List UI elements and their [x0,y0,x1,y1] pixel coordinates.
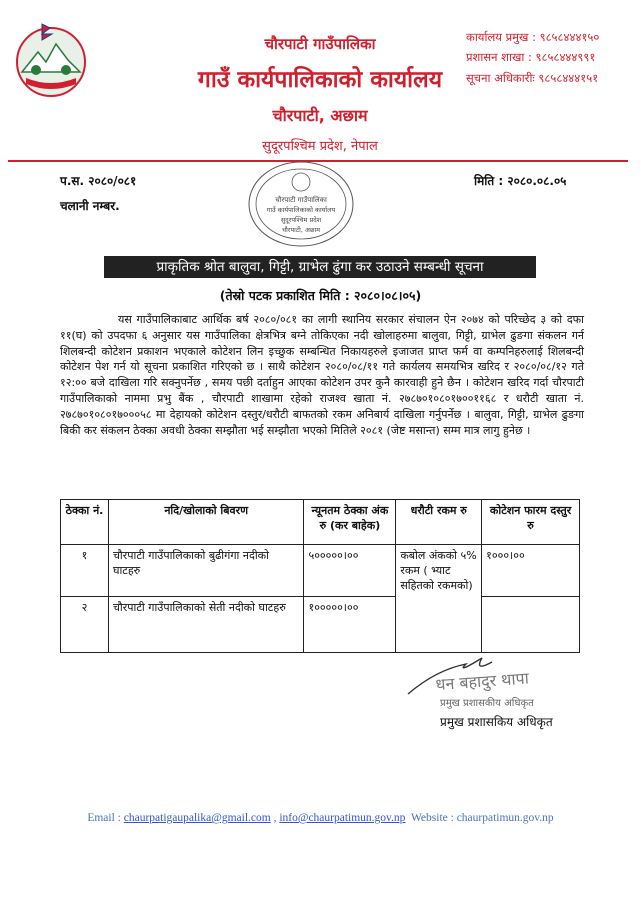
notice-body-text: यस गाउँपालिकाबाट आर्थिक बर्ष २०८०/०८१ का लागी स्थानिय सरकार संचालन ऐन २०७४ को परिच्छेद ३ को दफा ११(घ) को उपदफा ६ अनुसार यस गाउँपालिका क्षेत्रभित्र बग्ने तोकिएका नदी खोलाहरुमा बालुवा, गिट्टी, ग्राभेल ढुङगा संकलन गर्न शिलबन्दी कोटेशन प्रकाशन भएकाले कोटेशन लिन इच्छुक सम्बन्धित निकायहरुले इजाजत प्राप्त फर्म वा कम्पनिहरुलाई शिलबन्दी कोटेशन पेश गर्न यो सूचना प्रकाशित गरिएको छ । साथै कोटेशन २०८०/०८/११ गते कार्यलय समयभित्र खरिद र २०८०/०८/१२ गते १२:०० बजे दाखिला गरि सक्नुपर्नेछ , समय पछी दर्ताहुन आएका कोटेशन उपर कुनै कारवाही हुने छैन । कोटेशन खरिद गर्दा चौरपाटी गाउँपालिकाको नाममा प्रभु बैंक , चौरपाटी शाखामा रहेको राजश्व खाता नं. २७८७०१०८०१७००११६८ र धरौटी खाता नं. २७८७०१०८०१७०००५८ मा देहायको कोटेशन दस्तुर/धरौटी बाफतको रकम अनिबार्य दाखिला गर्नुपर्नेछ । बालुवा, गिट्टी, ग्राभेल ढुङगा बिकी कर संकलन ठेक्का अवधी ठेक्का सम्झौता भई सम्झौता भएको मितिले २०८१ (जेष्ट मसान्त) सम्म मात्र लागु हुनेछ । [60,313,584,437]
notice-subtitle: (तेस्रो पटक प्रकाशित मिति : २०८०।०८।०५) [219,288,422,303]
col-header-min-amount: न्यूनतम ठेक्का अंक रु (कर बाहेक) [304,500,396,545]
office-main-title: गाउँ कार्यपालिकाको कार्यालय [197,67,443,93]
cell-no: २ [61,597,109,653]
cell-deposit-note: कबोल अंकको ५% रकम ( भ्याट सहितको रकमको) [396,545,482,653]
chalani-number: चलानी नम्बर. [60,199,120,213]
footer-sep: , [270,812,280,824]
office-province: सुदूरपश्चिम प्रदेश, नेपाल [262,139,378,154]
footer-website-label: Website : [405,812,457,824]
cell-river: चौरपाटी गाउँपालिकाको बुढीगंगा नदीको घाटहरु [108,545,304,597]
footer-email-1[interactable]: chaurpatigaupalika@gmail.com [123,812,271,824]
col-header-river: नदि/खोलाको बिवरण [108,500,304,545]
quotation-table [60,499,580,653]
ps-number: प.स. २०८०/०८१ [60,174,137,188]
notice-title: प्राकृतिक श्रोत बालुवा, गिट्टी, ग्राभेल ढुंगा कर उठाउने सम्बन्धी सूचना [104,256,536,278]
cell-river: चौरपाटी गाउँपालिकाको सेती नदीको घाटहरु [108,597,304,653]
contact-office-chief: कार्यालय प्रमुख : ९८५८४४४१५० [466,30,600,44]
office-place: चौरपाटी, अछाम [272,106,368,125]
svg-text:सुदूरपश्चिम प्रदेश: सुदूरपश्चिम प्रदेश [280,216,322,224]
col-header-deposit: धरौटी रकम रु [396,500,482,545]
table-row [61,545,580,597]
table-row [61,597,580,653]
cell-min-amount: १०००००।०० [304,597,396,653]
contact-admin-branch: प्रशासन शाखा : ९८५८४४४९९१ [466,50,596,64]
nepal-emblem-icon [12,18,90,100]
svg-text:गाउँ कार्यपालिकाको कार्यालय: गाउँ कार्यपालिकाको कार्यालय [266,206,336,214]
footer-email-2[interactable]: info@chaurpatimun.gov.np [279,812,406,824]
signatory-title: प्रमुख प्रशासकिय अधिकृत [440,715,553,729]
office-seal-icon [244,158,358,250]
cell-min-amount: ५०००००।०० [304,545,396,597]
contact-info-officer: सूचना अधिकारीः ९८५८४४४१५१ [466,71,599,85]
table-header-row [61,500,580,545]
cell-no: १ [61,545,109,597]
svg-text:धन बहादुर थापा: धन बहादुर थापा [434,668,530,694]
svg-text:चौरपाटी, अछाम: चौरपाटी, अछाम [281,226,321,234]
svg-text:प्रमुख प्रशासकीय अधिकृत: प्रमुख प्रशासकीय अधिकृत [440,698,534,709]
office-name: चौरपाटी गाउँपालिका [264,35,376,53]
cell-fee: १०००।०० [482,545,580,597]
notice-date: मिति : २०८०.०८.०५ [474,174,567,188]
notice-body [60,312,584,438]
signature-icon [396,650,566,710]
cell-fee [482,597,580,653]
footer [0,812,641,824]
footer-email-label: Email : [87,812,124,824]
footer-website[interactable]: chaurpatimun.gov.np [456,812,554,824]
svg-text:चौरपाटी गाउँपालिका: चौरपाटी गाउँपालिका [275,196,327,204]
col-header-no: ठेक्का नं. [61,500,109,545]
col-header-fee: कोटेशन फारम दस्तुर रु [482,500,580,545]
